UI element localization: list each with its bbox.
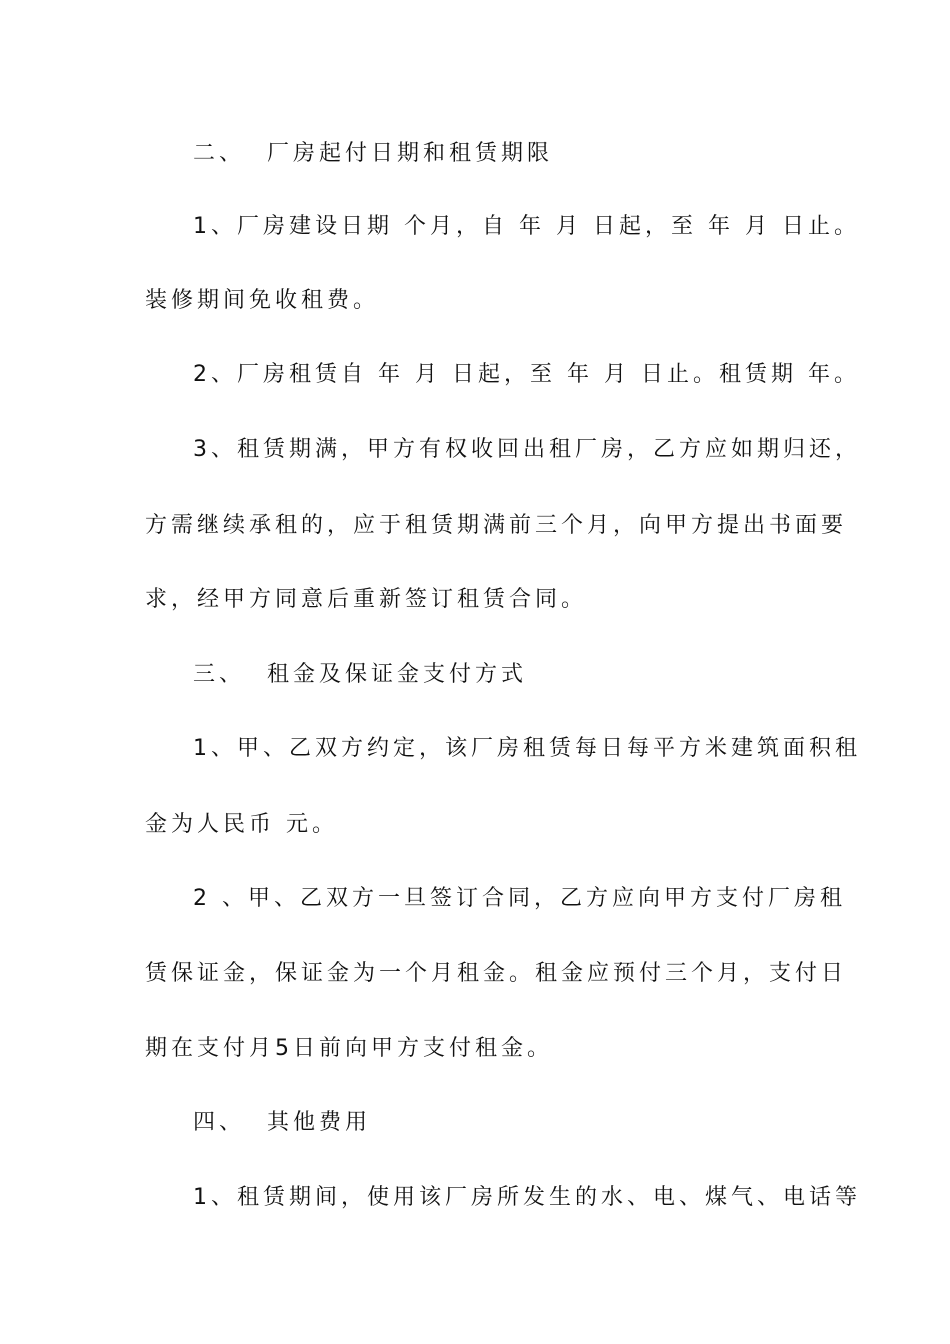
paragraph-line: 金为人民币 元。: [145, 812, 338, 837]
paragraph-line: 期在支付月5日前向甲方支付租金。: [145, 1036, 553, 1061]
paragraph-line: 1、厂房建设日期 个月，自 年 月 日起，至 年 月 日止。: [193, 214, 860, 239]
paragraph-line: 装修期间免收租费。: [145, 288, 380, 313]
paragraph-line: 1、甲、乙双方约定，该厂房租赁每日每平方米建筑面积租: [193, 736, 861, 761]
paragraph-line: 方需继续承租的，应于租赁期满前三个月，向甲方提出书面要: [145, 513, 848, 538]
paragraph-line: 求，经甲方同意后重新签订租赁合同。: [145, 587, 588, 612]
section-heading-4: 四、 其他费用: [193, 1110, 371, 1135]
paragraph-line: 1、租赁期间，使用该厂房所发生的水、电、煤气、电话等: [193, 1185, 861, 1210]
paragraph-line: 2 、甲、乙双方一旦签订合同，乙方应向甲方支付厂房租: [193, 886, 846, 911]
section-heading-3: 三、 租金及保证金支付方式: [193, 662, 527, 687]
paragraph-line: 赁保证金，保证金为一个月租金。租金应预付三个月，支付日: [145, 961, 848, 986]
paragraph-line: 3、租赁期满，甲方有权收回出租厂房，乙方应如期归还，: [193, 437, 861, 462]
section-heading-2: 二、 厂房起付日期和租赁期限: [193, 141, 553, 166]
paragraph-line: 2、厂房租赁自 年 月 日起，至 年 月 日止。租赁期 年。: [193, 362, 860, 387]
